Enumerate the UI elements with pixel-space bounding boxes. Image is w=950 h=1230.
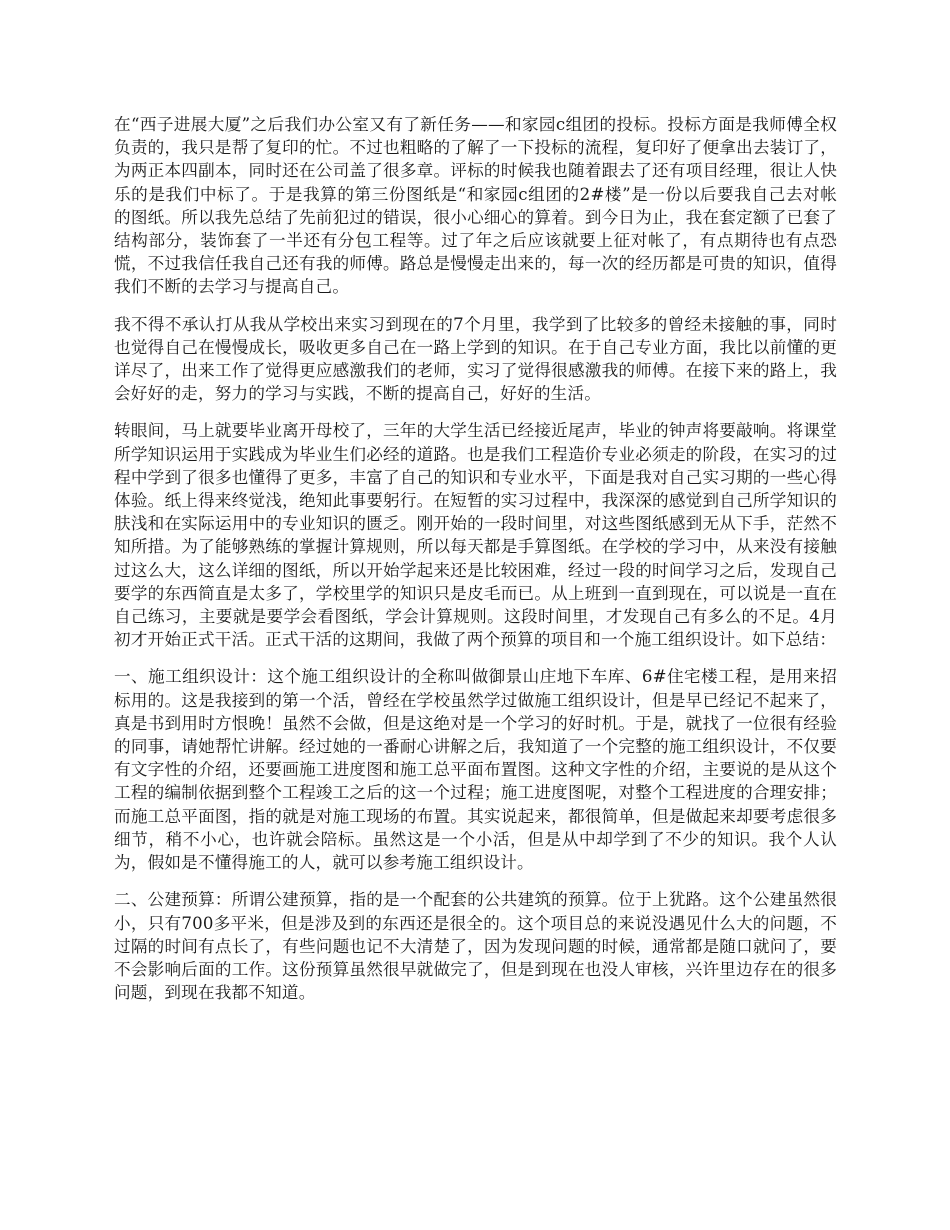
document-body xyxy=(114,113,837,1018)
paragraph-1: 在“西子进展大厦”之后我们办公室又有了新任务——和家园c组团的投标。投标方面是我师傅全权负责的，我只是帮了复印的忙。不过也粗略的了解了一下投标的流程，复印好了便拿出去装订了，为两正本四副本，同时还在公司盖了很多章。评标的时候我也随着跟去了还有项目经理，很让人快乐的是我们中标了。于是我算的第三份图纸是“和家园c组团的2#楼”是一份以后要我自己去对帐的图纸。所以我先总结了先前犯过的错误，很小心细心的算着。到今日为止，我在套定额了已套了结构部分，装饰套了一半还有分包工程等。过了年之后应该就要上征对帐了，有点期待也有点恐慌，不过我信任我自己还有我的师傅。路总是慢慢走出来的，每一次的经历都是可贵的知识，值得我们不断的去学习与提高自己。 xyxy=(114,115,837,297)
paragraph-4: 一、施工组织设计：这个施工组织设计的全称叫做御景山庄地下车库、6#住宅楼工程，是用来招标用的。这是我接到的第一个活，曾经在学校虽然学过做施工组织设计，但是早已经记不起来了，真是书到用时方恨晚！虽然不会做，但是这绝对是一个学习的好时机。于是，就找了一位很有经验的同事，请她帮忙讲解。经过她的一番耐心讲解之后，我知道了一个完整的施工组织设计，不仅要有文字性的介绍，还要画施工进度图和施工总平面布置图。这种文字性的介绍，主要说的是从这个工程的编制依据到整个工程竣工之后的这一个过程；施工进度图呢，对整个工程进度的合理安排；而施工总平面图，指的就是对施工现场的布置。其实说起来，都很简单，但是做起来却要考虑很多细节，稍不小心，也许就会陪标。虽然这是一个小活，但是从中却学到了不少的知识。我个人认为，假如是不懂得施工的人，就可以参考施工组织设计。 xyxy=(114,667,837,873)
paragraph-3: 转眼间，马上就要毕业离开母校了，三年的大学生活已经接近尾声，毕业的钟声将要敲响。将课堂所学知识运用于实践成为毕业生们必经的道路。也是我们工程造价专业必须走的阶段，在实习的过程中学到了很多也懂得了更多，丰富了自己的知识和专业水平，下面是我对自己实习期的一些心得体验。纸上得来终觉浅，绝知此事要躬行。在短暂的实习过程中，我深深的感觉到自己所学知识的肤浅和在实际运用中的专业知识的匮乏。刚开始的一段时间里，对这些图纸感到无从下手，茫然不知所措。为了能够熟练的掌握计算规则，所以每天都是手算图纸。在学校的学习中，从来没有接触过这么大，这么详细的图纸，所以开始学起来还是比较困难，经过一段的时间学习之后，发现自己要学的东西简直是太多了，学校里学的知识只是皮毛而已。从上班到一直到现在，可以说是一直在自己练习，主要就是要学会看图纸，学会计算规则。这段时间里，才发现自己有多么的不足。4月初才开始正式干活。正式干活的这期间，我做了两个预算的项目和一个施工组织设计。如下总结： xyxy=(114,421,837,650)
paragraph-2: 我不得不承认打从我从学校出来实习到现在的7个月里，我学到了比较多的曾经未接触的事，同时也觉得自己在慢慢成长，吸收更多自己在一路上学到的知识。在于自己专业方面，我比以前懂的更详尽了，出来工作了觉得更应感激我们的老师，实习了觉得很感激我的师傅。在接下来的路上，我会好好的走，努力的学习与实践，不断的提高自己，好好的生活。 xyxy=(114,314,837,404)
paragraph-5: 二、公建预算：所谓公建预算，指的是一个配套的公共建筑的预算。位于上犹路。这个公建虽然很小，只有700多平米，但是涉及到的东西还是很全的。这个项目总的来说没遇见什么大的问题，不过隔的时间有点长了，有些问题也记不大清楚了，因为发现问题的时候，通常都是随口就问了，要不会影响后面的工作。这份预算虽然很早就做完了，但是到现在也没人审核，兴许里边存在的很多问题，到现在我都不知道。 xyxy=(114,890,837,1003)
